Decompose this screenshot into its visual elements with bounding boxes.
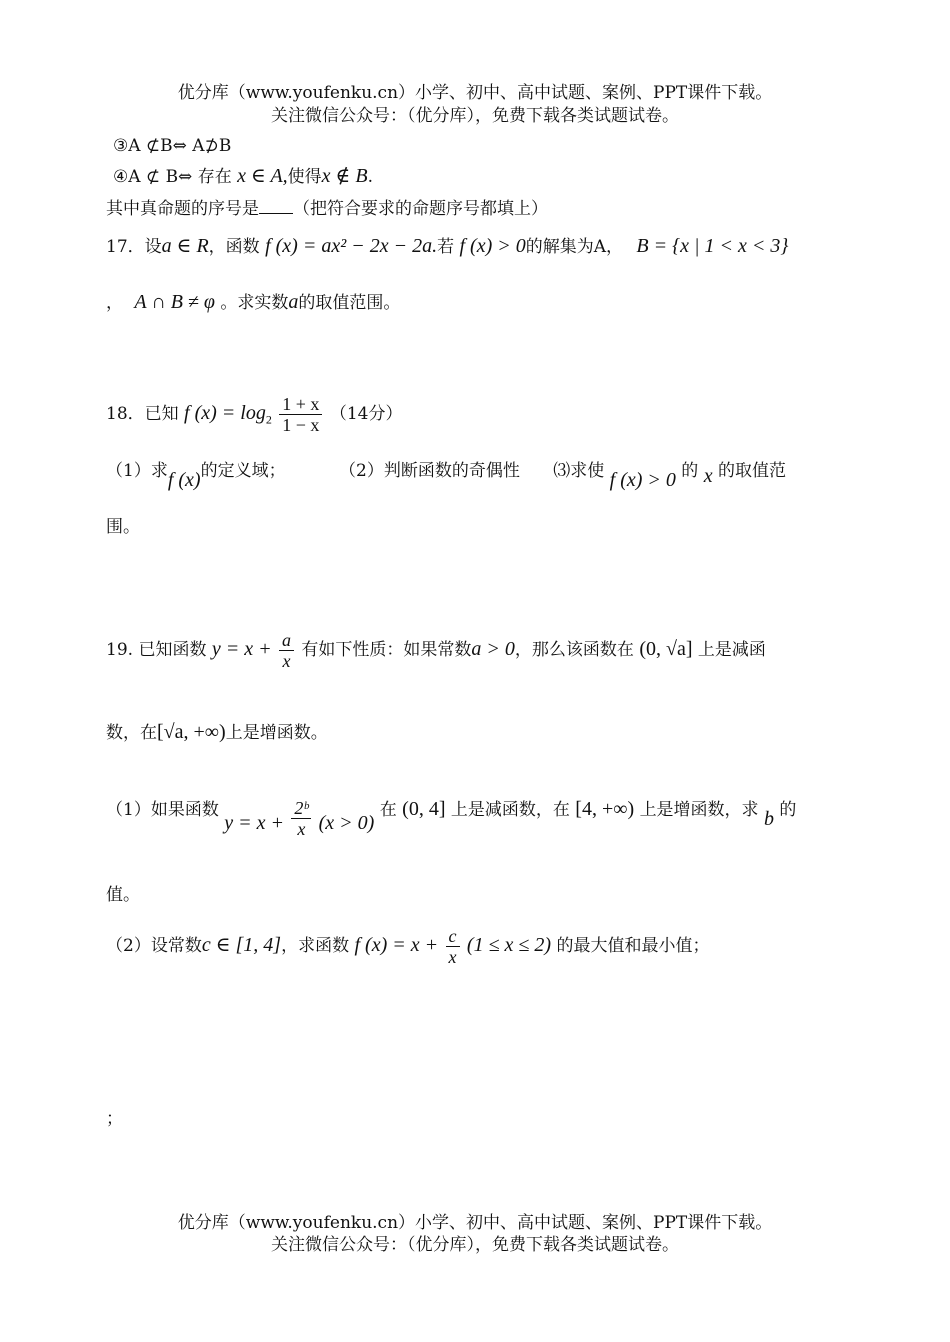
- q18-continued: 围。: [106, 517, 140, 537]
- q16-item-4: ④A ⊄ B⇔ 存在 x ∈ A,使得x ∉ B.: [113, 165, 373, 187]
- q18-parts: （1）求f (x)的定义域； （2）判断函数的奇偶性 ⑶求使 f (x) > 0 的 x 的取值范: [106, 461, 786, 491]
- q17-line-2: ， A ∩ B ≠ φ 。求实数a的取值范围。: [106, 291, 401, 313]
- q17-line-1: 17．设a ∈ R，函数 f (x) = ax² − 2x − 2a.若 f (x) > 0的解集为A， B = {x | 1 < x < 3}: [106, 235, 789, 257]
- trailing-mark: ；: [106, 1109, 123, 1129]
- footer-line-2: 关注微信公众号：（优分库），免费下载各类试题试卷。: [271, 1235, 679, 1255]
- q19-part-1: （1）如果函数 y = x + $\frac{\text{2ᵇ}}{x}$ (x > 0) 在 (0, 4] 上是减函数，在 [4, +∞) 上是增函数，求 b 的: [106, 798, 797, 839]
- footer-line-1: 优分库（www.youfenku.cn）小学、初中、高中试题、案例、PPT课件下载。: [177, 1213, 773, 1233]
- answer-blank: [259, 199, 293, 214]
- q19-part-1-cont: 值。: [106, 885, 140, 905]
- header-line-2: 关注微信公众号：（优分库），免费下载各类试题试卷。: [271, 106, 679, 126]
- q19-line-1: 19. 已知函数 y = x + $\frac{a}{x}$ 有如下性质：如果常数a > 0，那么该函数在 (0, √a] 上是减函: [106, 630, 766, 671]
- q18-fraction: $\frac{1 + x}{1 - x}$: [279, 394, 322, 435]
- q16-question: 其中真命题的序号是 （把符合要求的命题序号都填上）: [106, 199, 548, 219]
- header-line-1: 优分库（www.youfenku.cn）小学、初中、高中试题、案例、PPT课件下载。: [177, 83, 773, 103]
- q18-line-1: 18．已知 f $(x) = \log_2$ $\frac{1 + x}{1 - x}$ （14分）: [106, 394, 403, 435]
- q19-line-2: 数，在[√a, +∞)上是增函数。: [106, 721, 328, 743]
- q16-item-3: ③A ⊄B⇔ A⊅B: [113, 136, 232, 156]
- q19-part-2: （2）设常数c ∈ [1, 4]，求函数 f (x) = x + $\frac{c}{x}$ (1 ≤ x ≤ 2) 的最大值和最小值；: [106, 926, 710, 967]
